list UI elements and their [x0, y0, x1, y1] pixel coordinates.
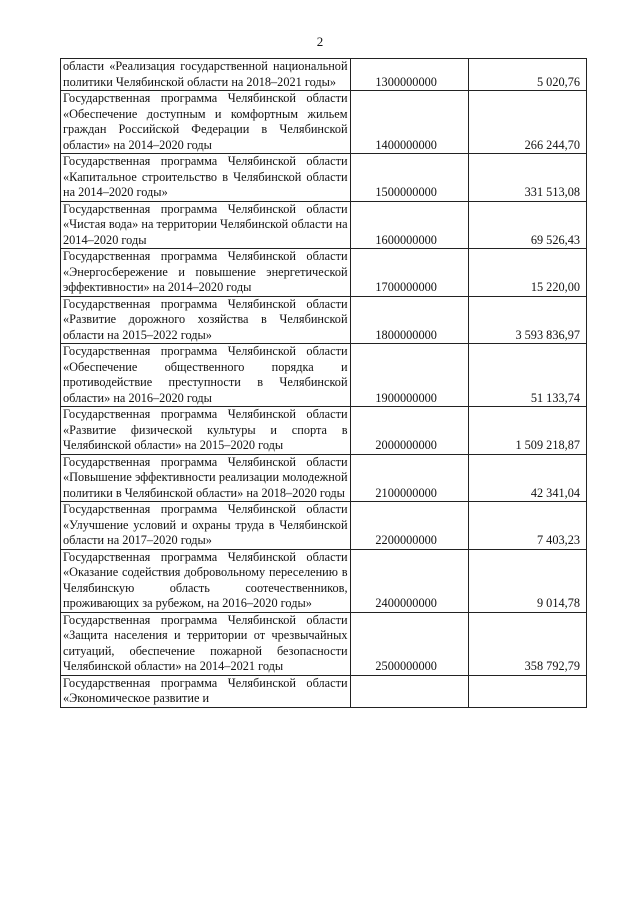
program-amount-cell [468, 344, 586, 407]
program-code-cell [350, 91, 468, 154]
program-amount-cell [468, 549, 586, 612]
program-code: 2400000000 [375, 596, 437, 610]
program-name: Государственная программа Челябинской области «Энергосбережение и повышение энергетической эффективности» на 2014–2020 годы [63, 249, 348, 294]
program-name-cell [61, 296, 351, 344]
program-code-cell [350, 675, 468, 707]
table-row [61, 154, 587, 202]
table-body [61, 59, 587, 708]
program-amount-cell [468, 201, 586, 249]
program-amount-cell [468, 454, 586, 502]
program-name-cell [61, 407, 351, 455]
program-amount: 7 403,23 [536, 533, 580, 547]
program-code: 1800000000 [375, 327, 437, 342]
program-amount: 15 220,00 [530, 280, 580, 294]
program-code: 2000000000 [375, 438, 437, 452]
program-name-cell [61, 675, 351, 707]
program-code: 1300000000 [375, 74, 437, 89]
program-name: Государственная программа Челябинской области «Чистая вода» на территории Челябинской области на 2014–2020 годы [63, 201, 348, 247]
table-row [61, 249, 587, 297]
program-code: 1600000000 [375, 232, 437, 247]
program-name: Государственная программа Челябинской области «Оказание содействия добровольному переселению в Челябинскую область соотечественников, проживающих за рубежом, на 2016–2020 годы» [63, 549, 348, 610]
table-row [61, 201, 587, 249]
program-code-cell [350, 612, 468, 675]
table-row [61, 91, 587, 154]
page-number: 2 [316, 34, 324, 49]
program-code: 1900000000 [375, 390, 437, 405]
program-code-cell [350, 549, 468, 612]
program-amount: 51 133,74 [530, 390, 580, 405]
program-code-cell [350, 59, 468, 91]
program-amount-cell [468, 407, 586, 455]
program-code-cell [350, 296, 468, 344]
program-amount: 358 792,79 [524, 659, 580, 673]
program-name: Государственная программа Челябинской области «Обеспечение доступным и комфортным жильем граждан Российской Федерации в Челябинской области» на 2014–2020 годы [63, 91, 348, 152]
program-name: области «Реализация государственной национальной политики Челябинской области на 2018–2021 годы» [63, 59, 348, 89]
program-name-cell [61, 344, 351, 407]
program-amount-cell [468, 249, 586, 297]
program-name-cell [61, 59, 351, 91]
program-code: 2100000000 [375, 485, 437, 500]
program-code-cell [350, 201, 468, 249]
program-name-cell [61, 91, 351, 154]
program-name: Государственная программа Челябинской области «Развитие физической культуры и спорта в Челябинской области» на 2015–2020 годы [63, 407, 348, 452]
program-code: 2200000000 [375, 533, 437, 547]
program-code-cell [350, 407, 468, 455]
program-name-cell [61, 201, 351, 249]
program-amount: 331 513,08 [524, 185, 580, 199]
program-amount-cell [468, 91, 586, 154]
program-code: 2500000000 [375, 659, 437, 673]
program-amount-cell [468, 612, 586, 675]
program-code-cell [350, 154, 468, 202]
program-amount: 3 593 836,97 [515, 327, 580, 342]
budget-table [60, 58, 587, 708]
program-amount-cell [468, 675, 586, 707]
program-code-cell [350, 454, 468, 502]
program-amount: 266 244,70 [524, 137, 580, 152]
program-name: Государственная программа Челябинской области «Капитальное строительство в Челябинской области на 2014–2020 годы» [63, 154, 348, 199]
table-row [61, 296, 587, 344]
table-row [61, 612, 587, 675]
program-name-cell [61, 249, 351, 297]
program-name-cell [61, 454, 351, 502]
program-code-cell [350, 344, 468, 407]
program-name: Государственная программа Челябинской области «Обеспечение общественного порядка и противодействие преступности в Челябинской области» на 2016–2020 годы [63, 344, 348, 405]
program-amount-cell [468, 59, 586, 91]
table-row [61, 502, 587, 550]
program-amount: 42 341,04 [530, 485, 580, 500]
program-name-cell [61, 612, 351, 675]
program-amount-cell [468, 296, 586, 344]
program-code-cell [350, 249, 468, 297]
program-name: Государственная программа Челябинской области «Защита населения и территории от чрезвычайных ситуаций, обеспечение пожарной безопасности Челябинской области» на 2014–2021 годы [63, 612, 348, 673]
program-amount: 1 509 218,87 [515, 438, 580, 452]
program-amount: 69 526,43 [530, 232, 580, 247]
table-row [61, 59, 587, 91]
program-name: Государственная программа Челябинской области «Экономическое развитие и [63, 675, 348, 705]
table-row [61, 344, 587, 407]
program-code: 1400000000 [375, 137, 437, 152]
program-code: 1700000000 [375, 280, 437, 294]
program-name: Государственная программа Челябинской области «Развитие дорожного хозяйства в Челябинской области на 2015–2022 годы» [63, 296, 348, 342]
table-row [61, 407, 587, 455]
program-amount-cell [468, 154, 586, 202]
table-row [61, 454, 587, 502]
program-name-cell [61, 549, 351, 612]
program-name-cell [61, 154, 351, 202]
program-name-cell [61, 502, 351, 550]
table-row [61, 675, 587, 707]
program-code: 1500000000 [375, 185, 437, 199]
program-amount: 9 014,78 [536, 596, 580, 610]
program-amount: 5 020,76 [536, 74, 580, 89]
table-row [61, 549, 587, 612]
program-name: Государственная программа Челябинской области «Повышение эффективности реализации молодежной политики в Челябинской области» на 2018–2020 годы [63, 454, 348, 500]
program-name: Государственная программа Челябинской области «Улучшение условий и охраны труда в Челябинской области на 2017–2020 годы» [63, 502, 348, 547]
program-amount-cell [468, 502, 586, 550]
program-code-cell [350, 502, 468, 550]
